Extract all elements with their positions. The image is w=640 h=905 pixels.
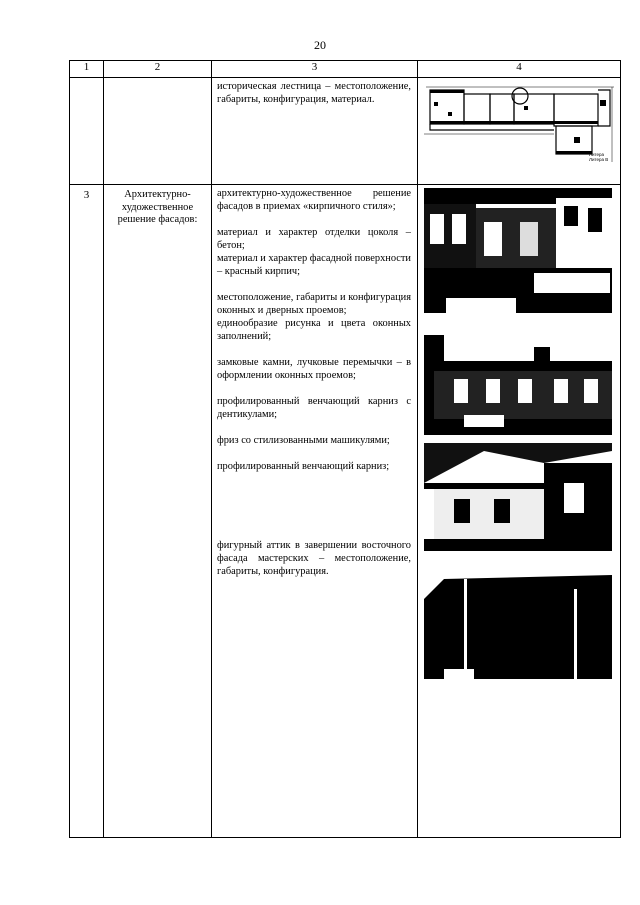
- table-row-staircase: [70, 78, 621, 185]
- facade-item: фигурный аттик в завершении восточного фасада мастерских – местоположение, габариты, конфигурация.: [217, 540, 411, 577]
- row1-description-cell: [212, 78, 418, 185]
- element-name: Архитектурно-художественное решение фасадов:: [117, 189, 198, 225]
- facade-item: местоположение, габариты и конфигурация оконных и дверных проемов;: [217, 292, 411, 316]
- row1-element-cell: [104, 78, 212, 185]
- facade-item: материал и характер отделки цоколя – бетон;: [217, 227, 411, 251]
- header-col-2: 2: [104, 61, 212, 78]
- table-row-facades: [70, 185, 621, 838]
- header-col-4: 4: [418, 61, 621, 78]
- plan-label-2: Литера В: [589, 157, 609, 162]
- page-number: 20: [314, 38, 326, 52]
- facade-item: единообразие рисунка и цвета оконных заполнений;: [217, 318, 411, 342]
- facade-photo-3: [424, 443, 612, 551]
- facade-item: фриз со стилизованными машикулями;: [217, 435, 390, 446]
- row-number: 3: [83, 189, 90, 201]
- document-table: [69, 60, 621, 838]
- facade-item: замковые камни, лучковые перемычки – в оформлении оконных проемов;: [217, 357, 411, 381]
- row2-images-cell: [418, 185, 621, 838]
- staircase-text: историческая лестница – местоположение, габариты, конфигурация, материал.: [217, 81, 411, 105]
- plan-label-1: Литера: [589, 152, 604, 157]
- facade-photo-1: [424, 188, 612, 313]
- facade-photo-4: [424, 569, 612, 691]
- table-header-row: [70, 61, 621, 78]
- row1-image-cell: [418, 78, 621, 185]
- facade-item: профилированный венчающий карниз с дентикулами;: [217, 396, 411, 420]
- row2-element-cell: [104, 185, 212, 838]
- header-col-3: 3: [212, 61, 418, 78]
- facade-item: архитектурно-художественное решение фасадов в приемах «кирпичного стиля»;: [217, 188, 411, 212]
- facade-item: профилированный венчающий карниз;: [217, 461, 390, 472]
- floor-plan-drawing: [424, 82, 616, 164]
- facade-photo-2: [424, 335, 612, 435]
- facade-item: материал и характер фасадной поверхности – красный кирпич;: [217, 253, 411, 277]
- row1-number-cell: [70, 78, 104, 185]
- header-col-1: 1: [70, 61, 104, 78]
- row2-number-cell: [70, 185, 104, 838]
- row2-description-cell: [212, 185, 418, 838]
